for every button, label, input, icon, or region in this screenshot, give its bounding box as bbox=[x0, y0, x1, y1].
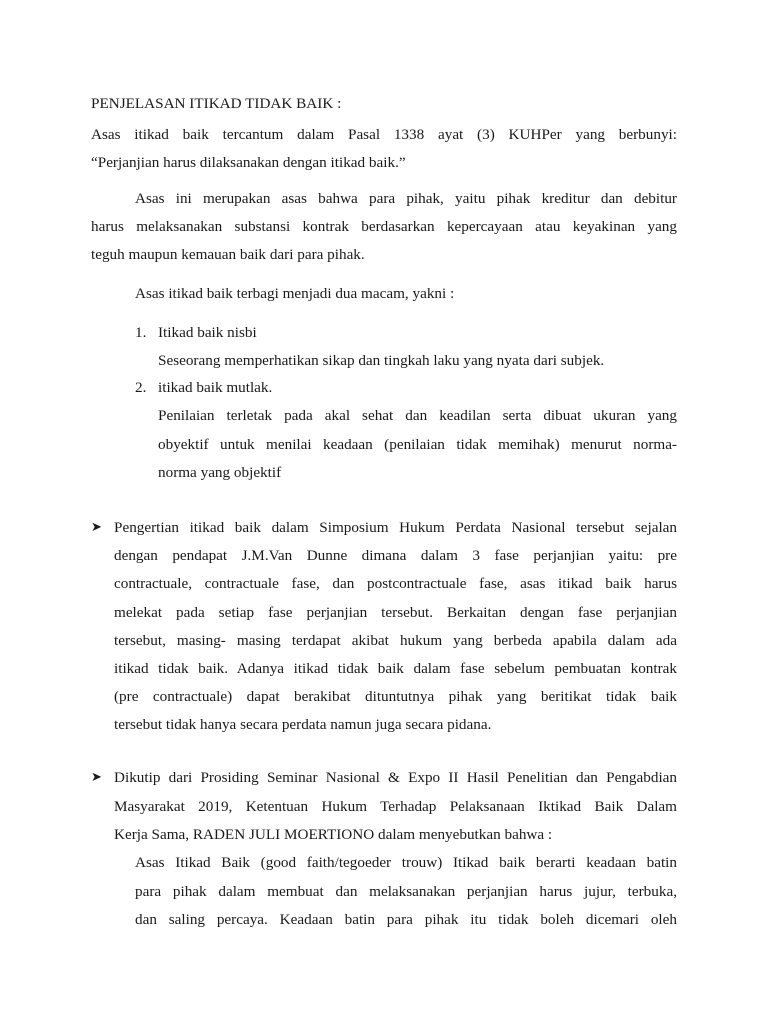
intro-line-1: Asas itikad baik tercantum dalam Pasal 1338 ayat (3) KUHPer yang berbunyi: bbox=[91, 126, 677, 143]
bullet-paragraph-line: (pre contractuale) dapat berakibat dituntutnya pihak yang beritikat tidak baik bbox=[114, 688, 677, 705]
list-item-text: Penilaian terletak pada akal sehat dan keadilan serta dibuat ukuran yang bbox=[158, 407, 677, 424]
list-item-text: norma yang objektif bbox=[158, 464, 282, 481]
list-item-number: 2. bbox=[135, 379, 147, 396]
arrow-bullet-icon: ➤ bbox=[91, 770, 102, 785]
para1-line-1: Asas ini merupakan asas bahwa para pihak, yaitu pihak kreditur dan debitur bbox=[135, 190, 677, 207]
para1-line-2: harus melaksanakan substansi kontrak berdasarkan kepercayaan atau keyakinan yang bbox=[91, 218, 677, 235]
document-heading: PENJELASAN ITIKAD TIDAK BAIK : bbox=[91, 95, 342, 112]
quote-line: dan saling percaya. Keadaan batin para pihak itu tidak boleh dicemari oleh bbox=[135, 911, 677, 928]
bullet-paragraph-line: Masyarakat 2019, Ketentuan Hukum Terhadap Pelaksanaan Iktikad Baik Dalam bbox=[114, 798, 677, 815]
bullet-paragraph-line: dengan pendapat J.M.Van Dunne dimana dalam 3 fase perjanjian yaitu: pre bbox=[114, 547, 677, 564]
para1-line-3: teguh maupun kemauan baik dari para pihak. bbox=[91, 246, 365, 263]
list-item-text: Seseorang memperhatikan sikap dan tingkah laku yang nyata dari subjek. bbox=[158, 352, 605, 369]
para2-text: Asas itikad baik terbagi menjadi dua macam, yakni : bbox=[135, 285, 455, 302]
quote-line: para pihak dalam membuat dan melaksanakan perjanjian harus jujur, terbuka, bbox=[135, 883, 677, 900]
bullet-paragraph-line: Kerja Sama, RADEN JULI MOERTIONO dalam menyebutkan bahwa : bbox=[114, 826, 553, 843]
bullet-paragraph-line: tersebut, masing- masing terdapat akibat hukum yang berbeda apabila dalam ada bbox=[114, 632, 677, 649]
quote-line: Asas Itikad Baik (good faith/tegoeder trouw) Itikad baik berarti keadaan batin bbox=[135, 854, 677, 871]
bullet-paragraph-line: tersebut tidak hanya secara perdata namun juga secara pidana. bbox=[114, 716, 492, 733]
list-item-text: obyektif untuk menilai keadaan (penilaian tidak memihak) menurut norma- bbox=[158, 436, 677, 453]
bullet-paragraph-line: Pengertian itikad baik dalam Simposium Hukum Perdata Nasional tersebut sejalan bbox=[114, 519, 677, 536]
bullet-paragraph-line: melekat pada setiap fase perjanjian tersebut. Berkaitan dengan fase perjanjian bbox=[114, 604, 677, 621]
arrow-bullet-icon: ➤ bbox=[91, 520, 102, 535]
list-item-title: itikad baik mutlak. bbox=[158, 379, 273, 396]
intro-line-2: “Perjanjian harus dilaksanakan dengan itikad baik.” bbox=[91, 154, 406, 171]
bullet-paragraph-line: itikad tidak baik. Adanya itikad tidak baik dalam fase sebelum pembuatan kontrak bbox=[114, 660, 677, 677]
bullet-paragraph-line: Dikutip dari Prosiding Seminar Nasional & Expo II Hasil Penelitian dan Pengabdian bbox=[114, 769, 677, 786]
bullet-paragraph-line: contractuale, contractuale fase, dan postcontractuale fase, asas itikad baik harus bbox=[114, 575, 677, 592]
list-item-number: 1. bbox=[135, 324, 147, 341]
list-item-title: Itikad baik nisbi bbox=[158, 324, 257, 341]
